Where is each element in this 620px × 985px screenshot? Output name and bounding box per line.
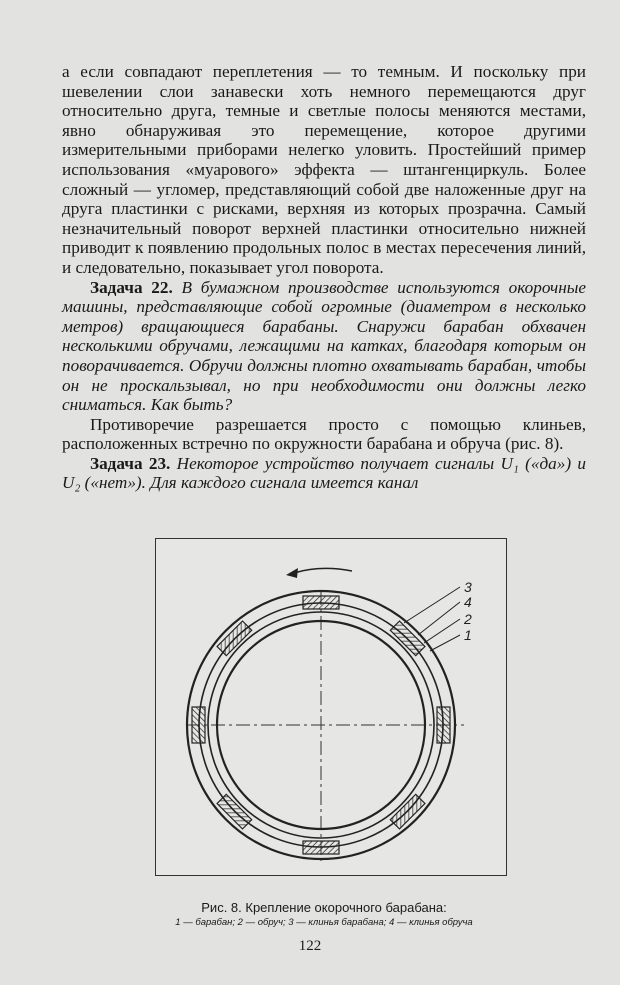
task-22-label: Задача 22.	[90, 277, 173, 297]
wedge	[303, 841, 339, 854]
figure-legend: 1 — барабан; 2 — обруч; 3 — клинья барабана; 4 — клинья обруча	[175, 917, 473, 928]
body-text	[62, 62, 586, 493]
task-22-text: В бумажном производстве используются окорочные машины, представляющие собой огромные (диаметром в несколько метров) вращающиеся барабаны. Снаружи барабан обхвачен несколькими обручами, лежащими на катках, благодаря которым он поворачивается. Обручи должны плотно охватывать барабан, чтобы он не проскальзывал, но при необходимости они должны легко сниматься. Как быть?	[62, 277, 586, 415]
label-1: 1	[464, 627, 472, 643]
figure-drum-diagram	[155, 538, 507, 876]
page-number: 122	[298, 938, 322, 954]
task-23-text: Некоторое устройство получает сигналы U₁ («да») и U₂ («нет»). Для каждого сигнала имеется канал	[62, 453, 586, 493]
wedge	[303, 596, 339, 609]
paragraph-solution: Противоречие разрешается просто с помощью клиньев, расположенных встречно по окружности барабана и обруча (рис. 8).	[62, 414, 586, 454]
figure-caption: Рис. 8. Крепление окорочного барабана:	[201, 900, 447, 915]
label-3: 3	[464, 579, 472, 595]
label-4: 4	[464, 594, 472, 610]
task-23-label: Задача 23.	[90, 453, 171, 473]
drum-drawing	[156, 539, 506, 875]
paragraph-moire: а если совпадают переплетения — то темным. И поскольку при шевелении слои занавески хоть немного перемещаются друг относительно друга, темные и светлые полосы меняются местами, явно обнаруживая это перемещение, которое другими измерительными приборами нелегко уловить. Простейший пример использования «муарового» эффекта — штангенциркуль. Более сложный — угломер, представляющий собой две наложенные друг на друга пластинки с рисками, верхняя из которых прозрачна. Самый незначительный поворот верхней пластинки относительно нижней приводит к появлению продольных полос в местах пересечения линий, и следовательно, показывает угол поворота.	[62, 62, 586, 277]
label-2: 2	[464, 611, 472, 627]
paragraph-task-23	[62, 454, 586, 493]
wedge	[390, 794, 425, 829]
wedge	[437, 707, 450, 743]
wedge	[217, 794, 252, 829]
wedge	[217, 621, 252, 656]
wedge	[390, 621, 425, 656]
paragraph-task-22	[62, 278, 586, 415]
rotation-arrow-icon	[286, 568, 352, 578]
wedge	[192, 707, 205, 743]
